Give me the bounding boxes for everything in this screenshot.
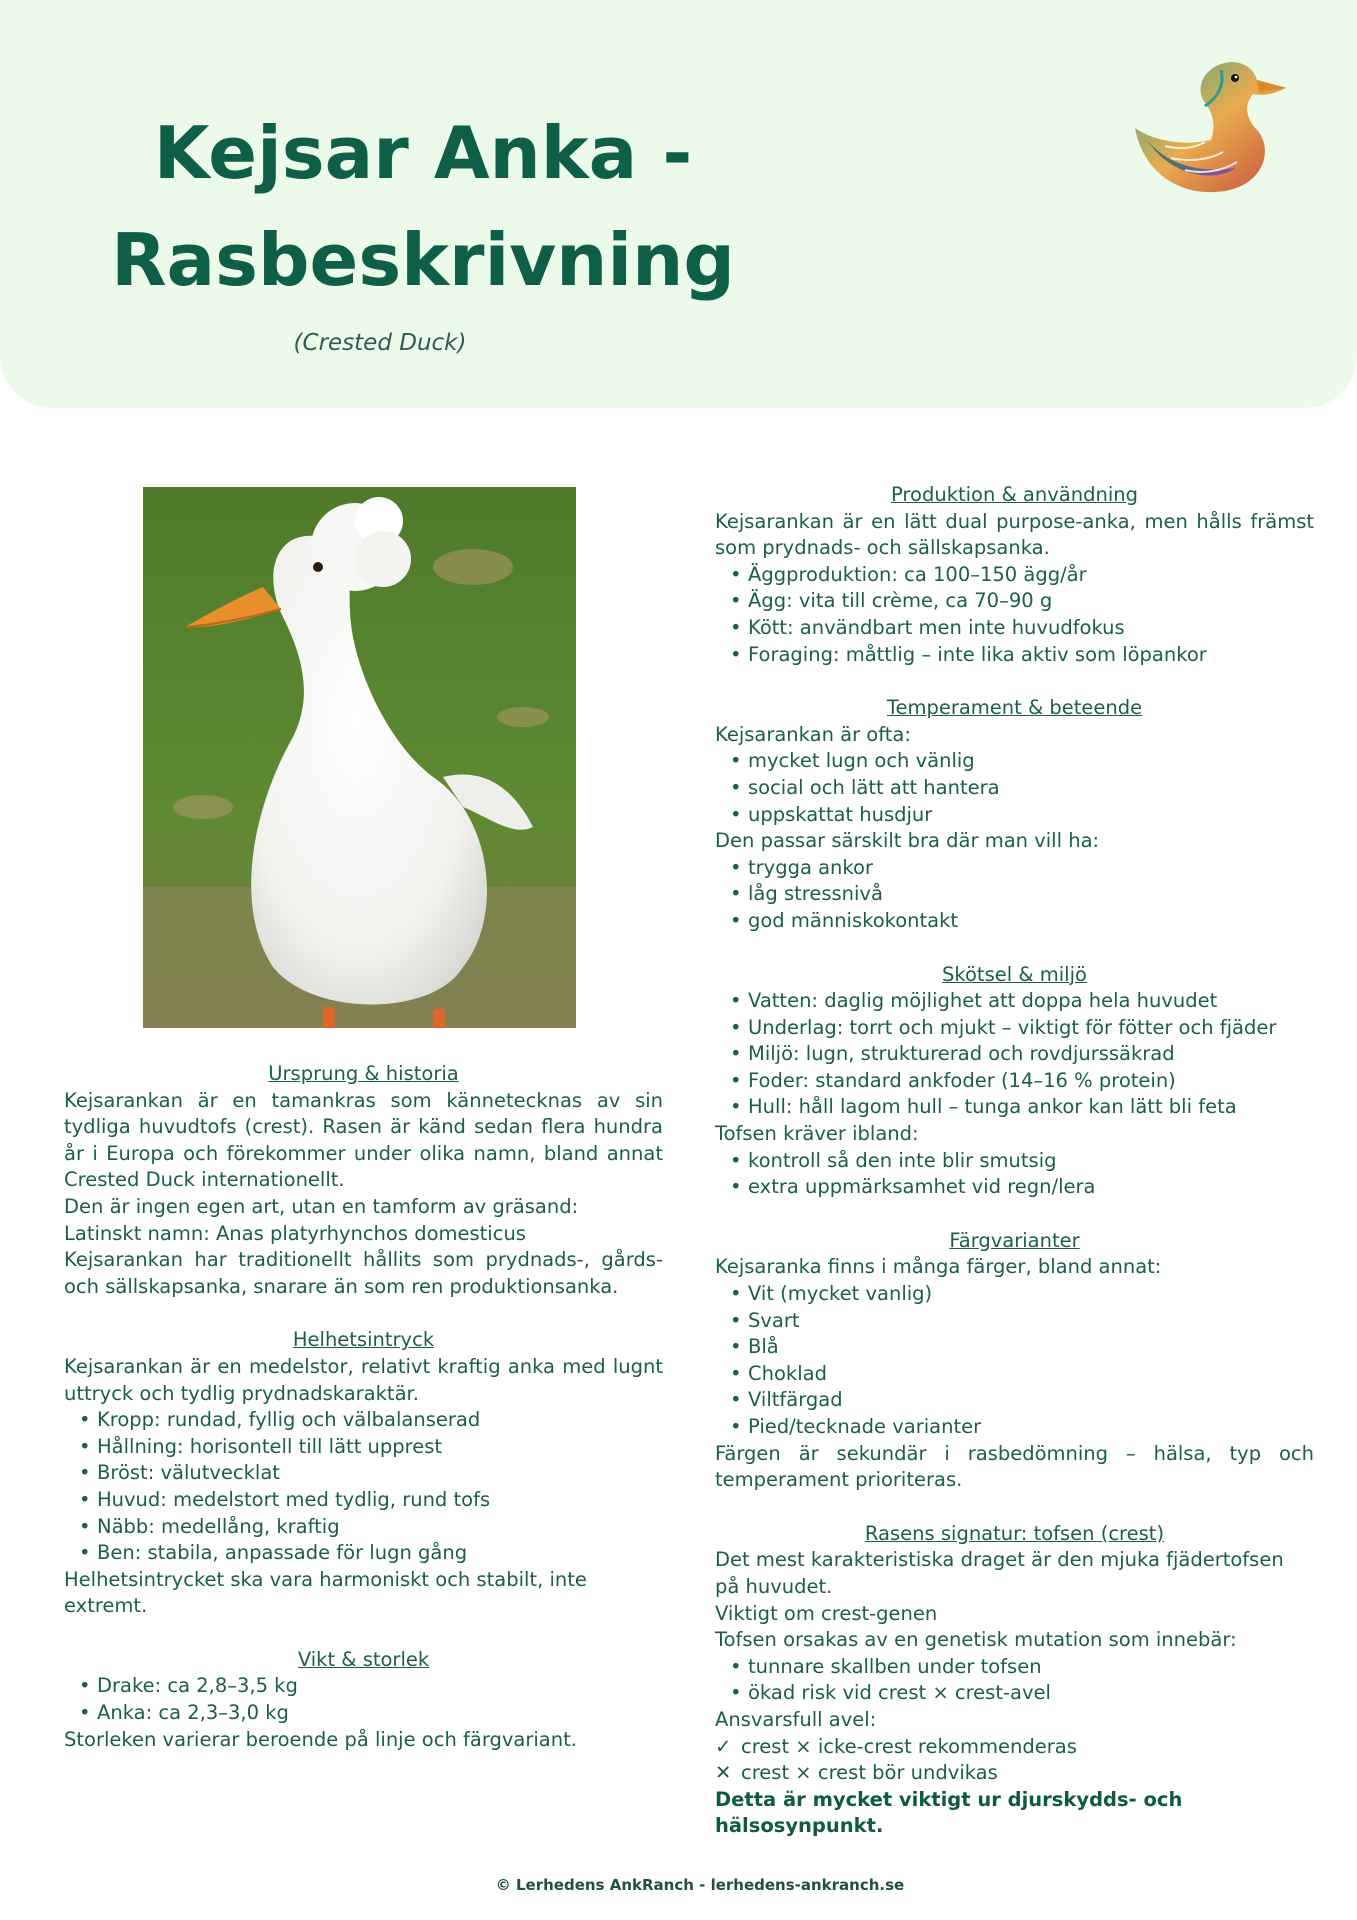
list-item: • Miljö: lugn, strukturerad och rovdjurssäkrad <box>748 1041 1314 1068</box>
impression-heading: Helhetsintryck <box>292 1328 435 1352</box>
impression-intro: Kejsarankan är en medelstor, relativt kraftig anka med lugnt uttryck och tydlig prydnadskaraktär. <box>64 1354 663 1405</box>
list-item: • Foraging: måttlig – inte lika aktiv som löpankor <box>748 642 1314 669</box>
origin-heading: Ursprung & historia <box>268 1062 459 1085</box>
cross-icon: ✕ <box>715 1761 732 1785</box>
temperament-heading: Temperament & beteende <box>886 696 1143 720</box>
left-column <box>64 1061 663 1753</box>
list-item: • Näbb: medellång, kraftig <box>97 1514 663 1541</box>
list-item: • Anka: ca 2,3–3,0 kg <box>97 1700 663 1727</box>
temperament-intro-2: Den passar särskilt bra där man vill ha: <box>715 829 1100 853</box>
origin-text-2: Den är ingen egen art, utan en tamform av gräsand: <box>64 1194 579 1218</box>
list-item: • social och lätt att hantera <box>748 775 1314 802</box>
list-item: • Drake: ca 2,8–3,5 kg <box>97 1673 663 1700</box>
origin-text-3: Latinskt namn: Anas platyrhynchos domesticus <box>64 1221 526 1245</box>
page-title <box>0 100 846 314</box>
list-item: • ökad risk vid crest × crest-avel <box>748 1680 1314 1707</box>
production-intro: Kejsarankan är en lätt dual purpose-anka, men hålls främst som prydnads- och sällskapsanka. <box>715 509 1314 560</box>
list-item: • Viltfärgad <box>748 1387 1314 1414</box>
list-item: • Äggproduktion: ca 100–150 ägg/år <box>748 562 1314 589</box>
list-item: • Foder: standard ankfoder (14–16 % protein) <box>748 1068 1314 1095</box>
crest-conclusion: Detta är mycket viktigt ur djurskydds- och hälsosynpunkt. <box>715 1787 1183 1838</box>
crest-bad-text: crest × crest bör undvikas <box>741 1761 998 1785</box>
list-item: • Kött: användbart men inte huvudfokus <box>748 615 1314 642</box>
list-item: • kontroll så den inte blir smutsig <box>748 1148 1314 1175</box>
origin-text-1: Kejsarankan är en tamankras som kännetecknas av sin tydliga huvudtofs (crest). Rasen är känd sedan flera hundra år i Europa och förekommer under olika namn, bland annat Crested Duck internationellt. <box>64 1088 663 1192</box>
crest-good-line <box>715 1734 1314 1761</box>
care-list <box>715 988 1314 1121</box>
list-item: • Vatten: daglig möjlighet att doppa hela huvudet <box>748 988 1314 1015</box>
temperament-list <box>715 748 1314 828</box>
crest-heading: Rasens signatur: tofsen (crest) <box>864 1521 1165 1545</box>
temperament-intro: Kejsarankan är ofta: <box>715 722 911 746</box>
origin-text-4: Kejsarankan har traditionellt hållits som prydnads-, gårds- och sällskapsanka, snarare än som ren produktionsanka. <box>64 1248 663 1298</box>
weight-outro: Storleken varierar beroende på linje och färgvariant. <box>64 1727 577 1751</box>
crest-intro: Det mest karakteristiska draget är den mjuka fjädertofsen på huvudet. <box>715 1548 1284 1598</box>
list-item: • Svart <box>748 1308 1314 1335</box>
list-item: • mycket lugn och vänlig <box>748 748 1314 775</box>
weight-heading: Vikt & storlek <box>297 1647 430 1671</box>
white-crested-duck-photo <box>143 487 576 1028</box>
title-line-2: Rasbeskrivning <box>111 218 735 302</box>
list-item: • Ben: stabila, anpassade för lugn gång <box>97 1540 663 1567</box>
colors-outro: Färgen är sekundär i rasbedömning – hälsa, typ och temperament prioriteras. <box>715 1441 1314 1492</box>
crest-bad-line <box>715 1760 1314 1787</box>
care-heading: Skötsel & miljö <box>942 962 1087 986</box>
list-item: • uppskattat husdjur <box>748 802 1314 829</box>
list-item: • god människokontakt <box>748 908 1314 935</box>
list-item: • trygga ankor <box>748 855 1314 882</box>
right-column <box>715 482 1314 1840</box>
crest-breeding-title: Ansvarsfull avel: <box>715 1707 877 1731</box>
crest-genes-intro: Tofsen orsakas av en genetisk mutation som innebär: <box>715 1628 1237 1652</box>
list-item: • Kropp: rundad, fyllig och välbalanserad <box>97 1407 663 1434</box>
list-item: • Hållning: horisontell till lätt upprest <box>97 1434 663 1461</box>
impression-list <box>64 1407 663 1567</box>
list-item: • Huvud: medelstort med tydlig, rund tofs <box>97 1487 663 1514</box>
care-intro-2: Tofsen kräver ibland: <box>715 1122 919 1146</box>
title-line-1: Kejsar Anka - <box>153 111 693 195</box>
footer: © Lerhedens AnkRanch - lerhedens-ankranch.se <box>495 1876 905 1894</box>
care-list-2 <box>715 1148 1314 1201</box>
colors-list <box>715 1281 1314 1441</box>
checkmark-icon: ✓ <box>715 1734 732 1758</box>
list-item: • Choklad <box>748 1361 1314 1388</box>
list-item: • tunnare skallben under tofsen <box>748 1654 1314 1681</box>
page-subtitle: (Crested Duck) <box>293 330 467 356</box>
colors-heading: Färgvarianter <box>949 1228 1080 1252</box>
list-item: • Vit (mycket vanlig) <box>748 1281 1314 1308</box>
production-heading: Produktion & användning <box>891 483 1138 506</box>
list-item: • Pied/tecknade varianter <box>748 1414 1314 1441</box>
weight-list <box>64 1673 663 1726</box>
colors-intro: Kejsaranka finns i många färger, bland annat: <box>715 1255 1162 1279</box>
temperament-list-2 <box>715 855 1314 935</box>
list-item: • Ägg: vita till crème, ca 70–90 g <box>748 588 1314 615</box>
crest-genes-title: Viktigt om crest-genen <box>715 1601 938 1625</box>
list-item: • låg stressnivå <box>748 881 1314 908</box>
list-item: • Bröst: välutvecklat <box>97 1460 663 1487</box>
list-item: • Blå <box>748 1334 1314 1361</box>
list-item: • extra uppmärksamhet vid regn/lera <box>748 1174 1314 1201</box>
duck-logo-icon <box>1125 50 1295 200</box>
crest-good-text: crest × icke-crest rekommenderas <box>741 1734 1077 1758</box>
list-item: • Hull: håll lagom hull – tunga ankor kan lätt bli feta <box>748 1094 1314 1121</box>
header-banner <box>0 0 1357 408</box>
impression-outro: Helhetsintrycket ska vara harmoniskt och stabilt, inte extremt. <box>64 1567 587 1618</box>
production-list <box>715 562 1314 668</box>
crest-list <box>715 1654 1314 1707</box>
list-item: • Underlag: torrt och mjukt – viktigt för fötter och fjäder <box>748 1015 1314 1042</box>
